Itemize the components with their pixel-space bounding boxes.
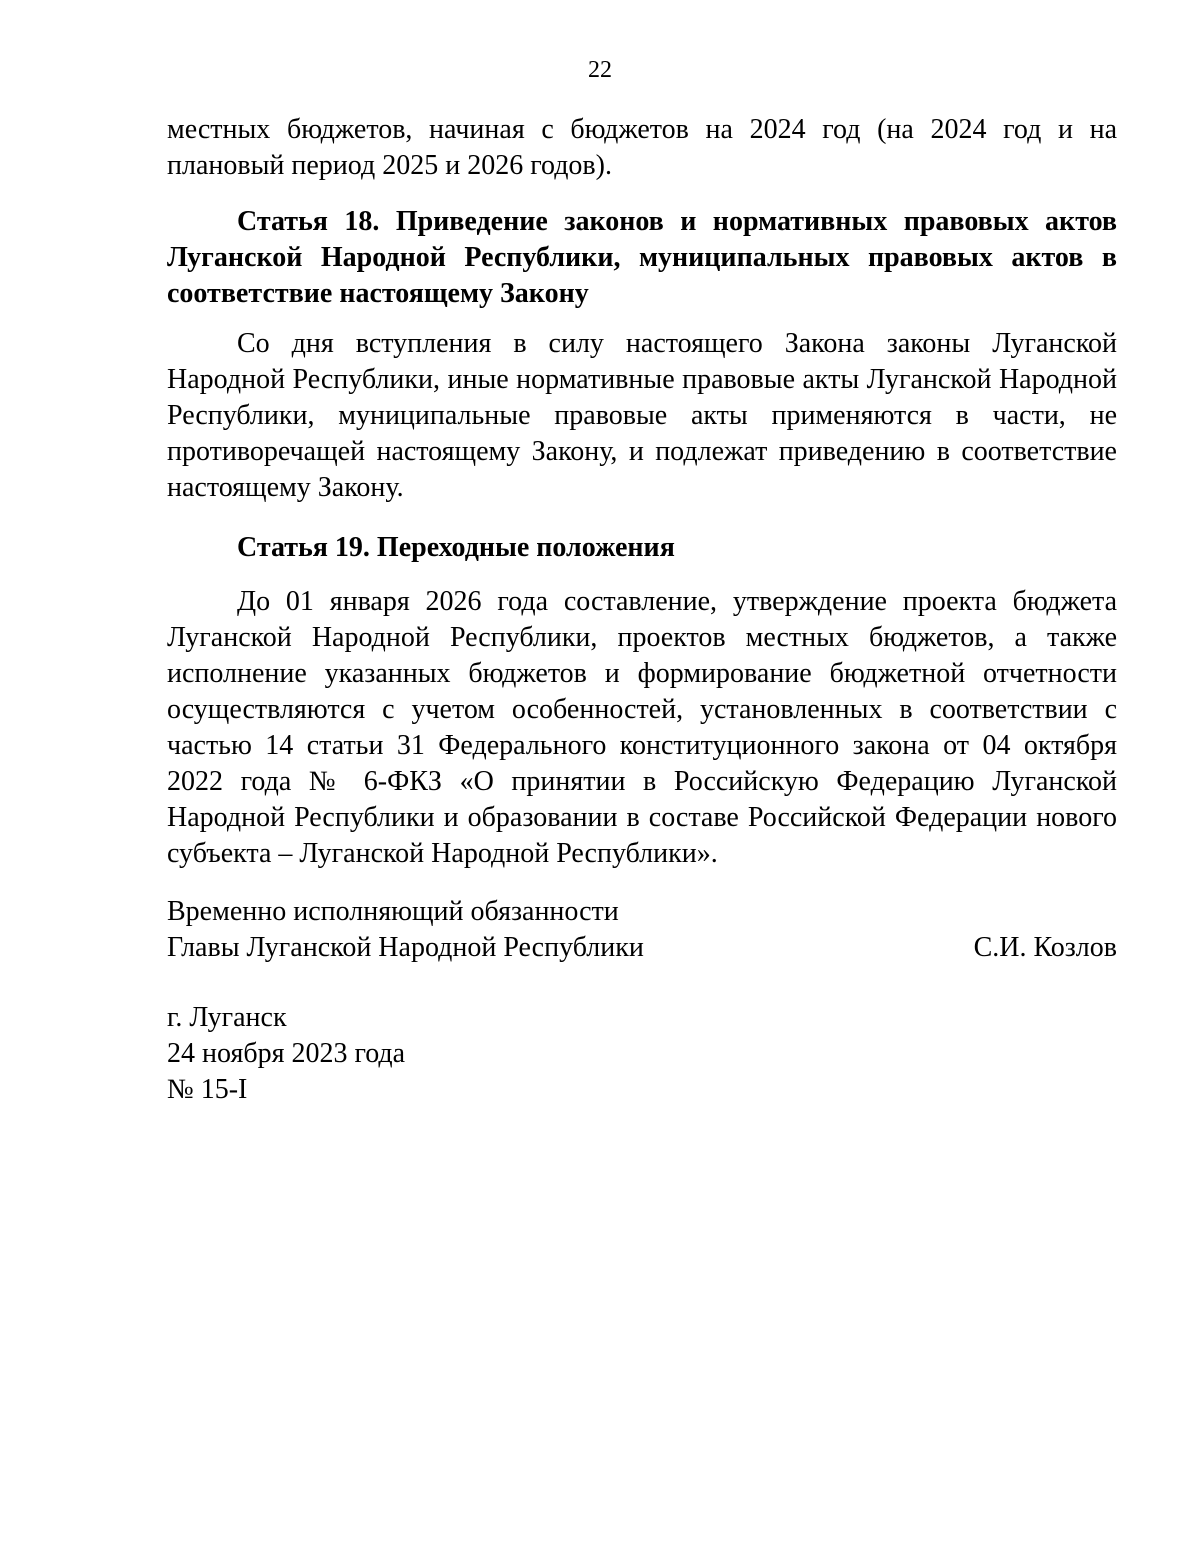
signatory-title-line2: Главы Луганской Народной Республики bbox=[167, 932, 644, 963]
article-18-text: Со дня вступления в силу настоящего Закона законы Луганской Народной Республики, иные нормативные правовые акты Луганской Народной Республики, муниципальные правовые акты применяются в части, не противоречащей настоящему Закону, и подлежат приведению в соответствие настоящему Закону. bbox=[167, 328, 1117, 503]
signatory-title-line1: Временно исполняющий обязанности bbox=[167, 896, 619, 927]
signatory-line bbox=[167, 930, 1117, 966]
law-number: № 15-I bbox=[167, 1074, 248, 1105]
article-18-heading: Статья 18. Приведение законов и нормативных правовых актов Луганской Народной Республики, муниципальных правовых актов в соответствие настоящему Закону bbox=[167, 206, 1117, 309]
document-body bbox=[167, 112, 1117, 1108]
signature-block bbox=[167, 894, 1117, 966]
city: г. Луганск bbox=[167, 1002, 287, 1033]
date: 24 ноября 2023 года bbox=[167, 1038, 406, 1069]
place-date-block bbox=[167, 1000, 1117, 1108]
article-19-heading: Статья 19. Переходные положения bbox=[237, 532, 675, 563]
article-19-text: До 01 января 2026 года составление, утверждение проекта бюджета Луганской Народной Республики, проектов местных бюджетов, а также исполнение указанных бюджетов и формирование бюджетной отчетности осуществляются с учетом особенностей, установленных в соответствии с частью 14 статьи 31 Федерального конституционного закона от 04 октября 2022 года № 6-ФКЗ «О принятии в Российскую Федерацию Луганской Народной Республики и образовании в составе Российской Федерации нового субъекта – Луганской Народной Республики». bbox=[167, 586, 1117, 869]
intro-paragraph: местных бюджетов, начиная с бюджетов на 2024 год (на 2024 год и на плановый период 2025 и 2026 годов). bbox=[167, 114, 1117, 181]
signatory-name: С.И. Козлов bbox=[973, 932, 1117, 963]
page-number: 22 bbox=[588, 57, 612, 83]
